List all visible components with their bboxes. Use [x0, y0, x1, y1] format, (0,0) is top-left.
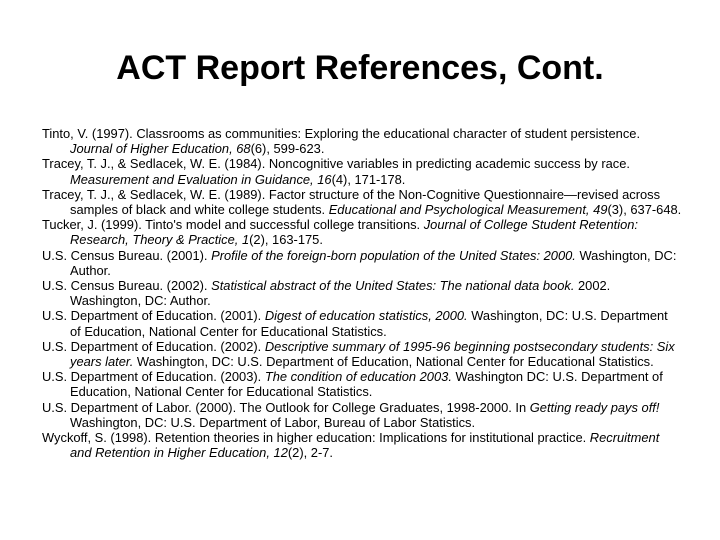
- reference-italic-segment: Measurement and Evaluation in Guidance, 16: [70, 171, 332, 187]
- reference-italic-segment: Profile of the foreign-born population of the United States: 2000.: [211, 247, 576, 263]
- reference-italic-segment: Descriptive summary of 1995-96 beginning postsecondary students: Six years later.: [70, 338, 675, 370]
- reference-text-segment: (2), 163-175.: [249, 232, 323, 248]
- reference-text-segment: (4), 171-178.: [331, 171, 406, 187]
- reference-italic-segment: Journal of College Student Retention: Research, Theory & Practice, 1: [70, 217, 639, 248]
- reference-entry: [42, 339, 682, 369]
- slide-title: ACT Report References, Cont.: [116, 49, 604, 87]
- reference-text-segment: Washington, DC: U.S. Department of Education, National Center for Educational Statistics.: [70, 308, 668, 339]
- reference-entry: [42, 187, 682, 217]
- reference-text-segment: Washington, DC: Author.: [70, 247, 677, 278]
- reference-italic-segment: Getting ready pays off!: [529, 399, 660, 415]
- reference-italic-segment: Digest of education statistics, 2000.: [264, 308, 468, 324]
- reference-text-segment: Washington, DC: U.S. Department of Education, National Center for Educational Statistics.: [133, 354, 654, 370]
- reference-entry: [42, 278, 682, 308]
- reference-text-segment: U.S. Department of Labor. (2000). The Outlook for College Graduates, 1998-2000. In: [42, 399, 530, 415]
- reference-entry: [42, 248, 682, 278]
- reference-text-segment: Washington, DC: U.S. Department of Labor, Bureau of Labor Statistics.: [70, 414, 476, 430]
- reference-list: [42, 126, 682, 460]
- reference-text-segment: 2002. Washington, DC: Author.: [70, 278, 611, 309]
- reference-text-segment: Washington DC: U.S. Department of Education, National Center for Educational Statistics.: [70, 369, 663, 400]
- reference-text-segment: U.S. Department of Education. (2003).: [42, 369, 265, 385]
- reference-text-segment: (6), 599-623.: [250, 141, 325, 157]
- reference-text-segment: U.S. Census Bureau. (2002).: [42, 278, 212, 294]
- reference-entry: [42, 217, 682, 247]
- reference-text-segment: U.S. Department of Education. (2002).: [42, 338, 265, 354]
- reference-text-segment: Tinto, V. (1997). Classrooms as communities: Exploring the educational character of student persistence.: [42, 126, 641, 141]
- reference-entry: [42, 126, 682, 156]
- reference-text-segment: U.S. Department of Education. (2001).: [42, 308, 265, 324]
- reference-entry: [42, 308, 682, 338]
- reference-italic-segment: Journal of Higher Education, 68: [70, 141, 251, 157]
- reference-entry: [42, 400, 682, 430]
- reference-text-segment: Tucker, J. (1999). Tinto's model and successful college transitions.: [42, 217, 424, 233]
- reference-italic-segment: Educational and Psychological Measurement, 49: [328, 202, 608, 218]
- reference-text-segment: Wyckoff, S. (1998). Retention theories in higher education: Implications for institutional practice.: [42, 430, 590, 446]
- reference-entry: [42, 369, 682, 399]
- reference-entry: [42, 430, 682, 460]
- reference-text-segment: U.S. Census Bureau. (2001).: [42, 247, 212, 263]
- reference-italic-segment: The condition of education 2003.: [264, 369, 452, 385]
- reference-text-segment: (3), 637-648.: [607, 202, 682, 218]
- reference-text-segment: Tracey, T. J., & Sedlacek, W. E. (1984). Noncognitive variables in predicting academic success by race.: [42, 156, 630, 172]
- reference-text-segment: Tracey, T. J., & Sedlacek, W. E. (1989). Factor structure of the Non-Cognitive Questionnaire—revised across samples of black and white college students.: [42, 186, 661, 218]
- reference-entry: [42, 156, 682, 186]
- reference-text-segment: (2), 2-7.: [287, 445, 333, 461]
- reference-italic-segment: Recruitment and Retention in Higher Education, 12: [70, 430, 660, 461]
- reference-italic-segment: Statistical abstract of the United States: The national data book.: [211, 278, 575, 294]
